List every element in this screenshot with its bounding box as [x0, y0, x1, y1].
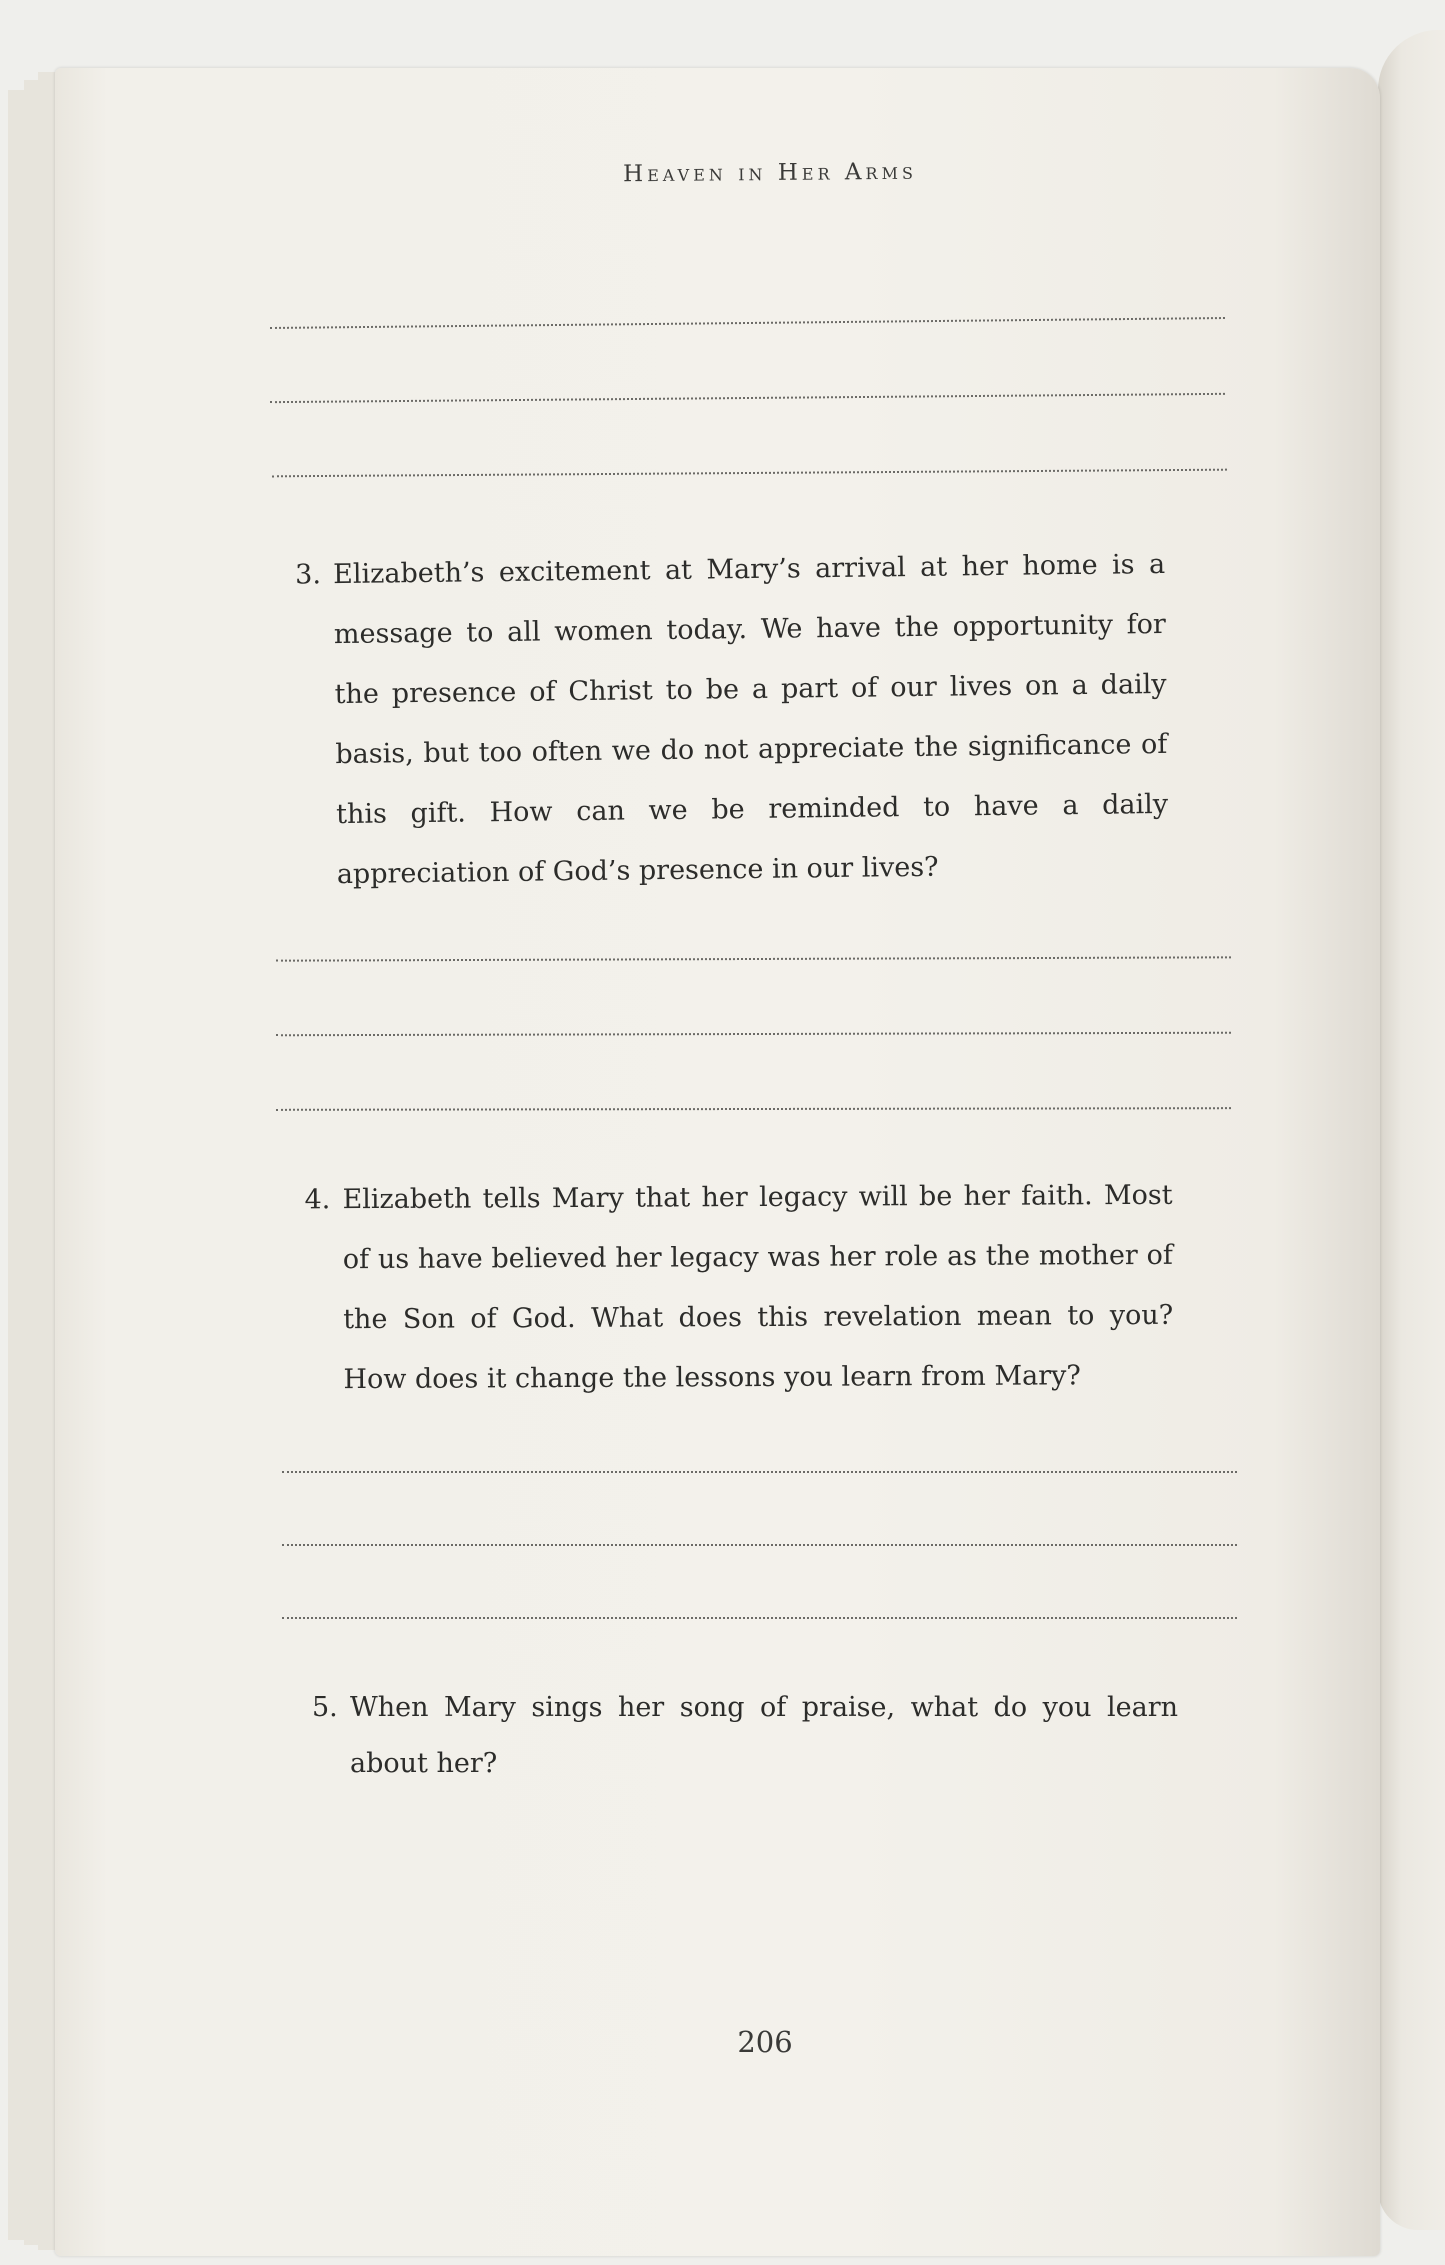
book-page	[55, 68, 1380, 2256]
answer-line	[282, 1617, 1237, 1619]
question-text: When Mary sings her song of praise, what do you learn about her?	[350, 1692, 1178, 1779]
answer-line	[282, 1471, 1237, 1473]
question-text: Elizabeth tells Mary that her legacy will be her faith. Most of us have believed her legacy was her role as the mother of the Son of God. What does this revelation mean to you? How does it change the lessons you learn from Mary?	[342, 1179, 1174, 1396]
question-5	[312, 1680, 1178, 1792]
page-number: 206	[737, 2025, 793, 2059]
facing-page-edge	[1378, 30, 1445, 2230]
question-number: 3.	[295, 559, 322, 591]
running-head: Heaven in Her Arms	[623, 158, 917, 188]
question-3	[295, 535, 1169, 905]
question-4	[304, 1166, 1174, 1410]
answer-line	[282, 1544, 1237, 1546]
question-number: 5.	[312, 1692, 338, 1723]
question-number: 4.	[304, 1184, 331, 1216]
question-text: Elizabeth’s excitement at Mary’s arrival at her home is a message to all women today. We have the opportunity for the presence of Christ to be a part of our lives on a daily basis, but too often we do not appreciate the significance of this gift. How can we be reminded to have a daily appreciation of God’s presence in our lives?	[333, 548, 1169, 891]
